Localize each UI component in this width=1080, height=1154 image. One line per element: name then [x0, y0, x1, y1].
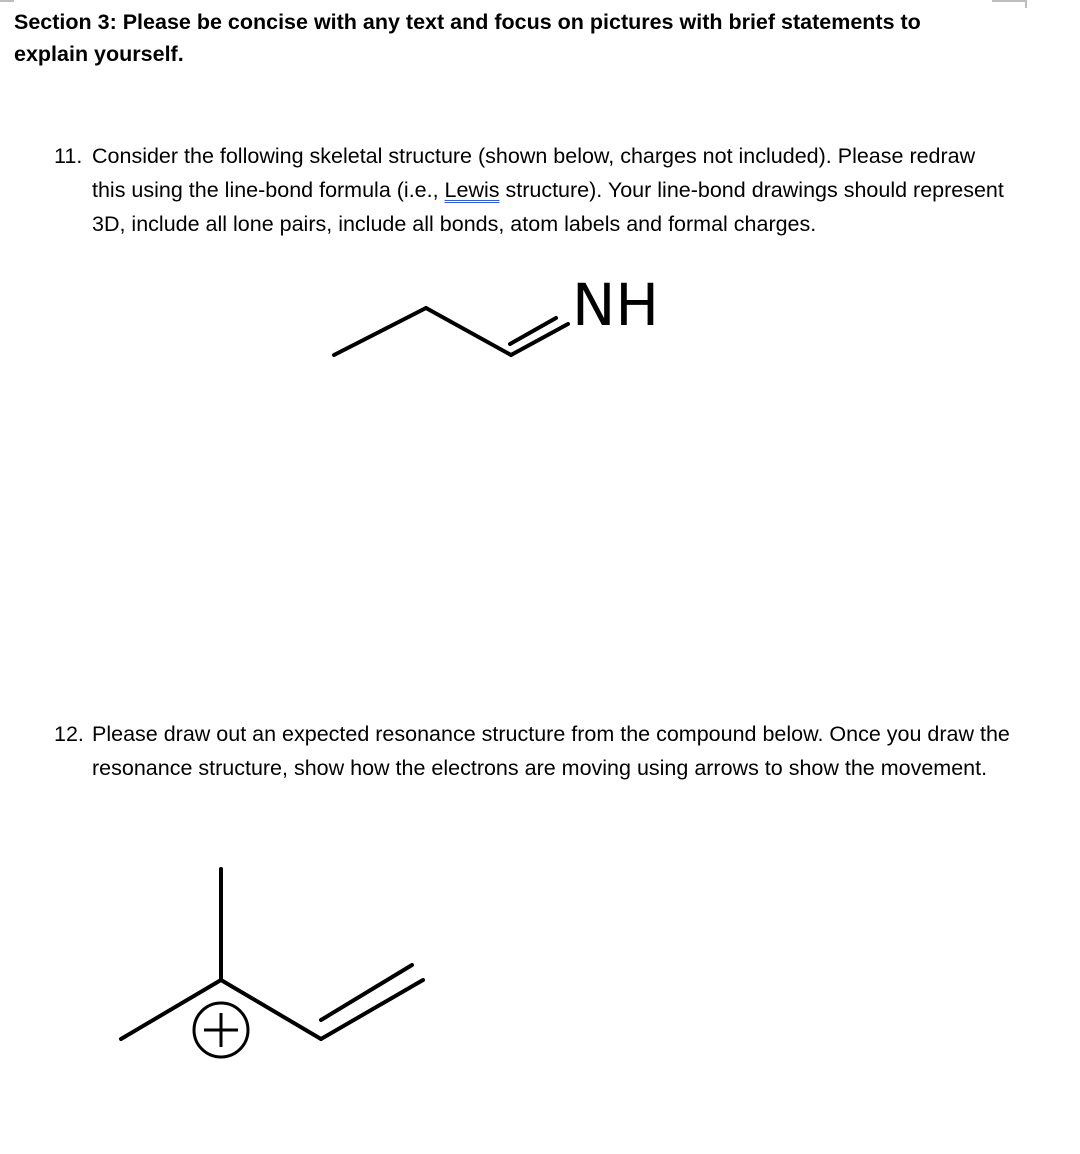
atom-label-nh: NH: [572, 271, 659, 339]
lewis-link-word: Lewis: [444, 178, 500, 202]
question-11: [54, 139, 1012, 241]
page-corner-mark-right: [992, 0, 1026, 2]
bond-ch3-ch2: [334, 308, 426, 355]
question-11-text-after-link: structure). Your line-bond drawings should represent 3D, include all lone pairs, include all bonds, atom labels and formal charges.: [92, 178, 1004, 236]
question-12: [54, 717, 1012, 785]
section-heading: Section 3: Please be concise with any text and focus on pictures with brief statements to explain yourself.: [14, 10, 921, 66]
bond-c-n-inner: [510, 318, 556, 344]
question-12-number: 12.: [54, 722, 84, 746]
page-corner-mark-left: [0, 0, 14, 2]
skeletal-structure-imine: [320, 270, 680, 370]
formal-charge-plus-icon: [194, 1003, 248, 1057]
allylic-carbocation-structure: [100, 855, 440, 1065]
page-corner-mark-right-vertical: [1025, 0, 1027, 8]
question-11-text-before-link: Consider the following skeletal structure (shown below, charges not included). Please redraw this using the line-bond formula (i.e.,: [92, 144, 976, 202]
bond-ch2-ch: [426, 308, 511, 355]
question-11-number: 11.: [54, 144, 83, 168]
question-12-text: Please draw out an expected resonance structure from the compound below. Once you draw the resonance structure, show how the electrons are moving using arrows to show the movement.: [92, 722, 1010, 780]
